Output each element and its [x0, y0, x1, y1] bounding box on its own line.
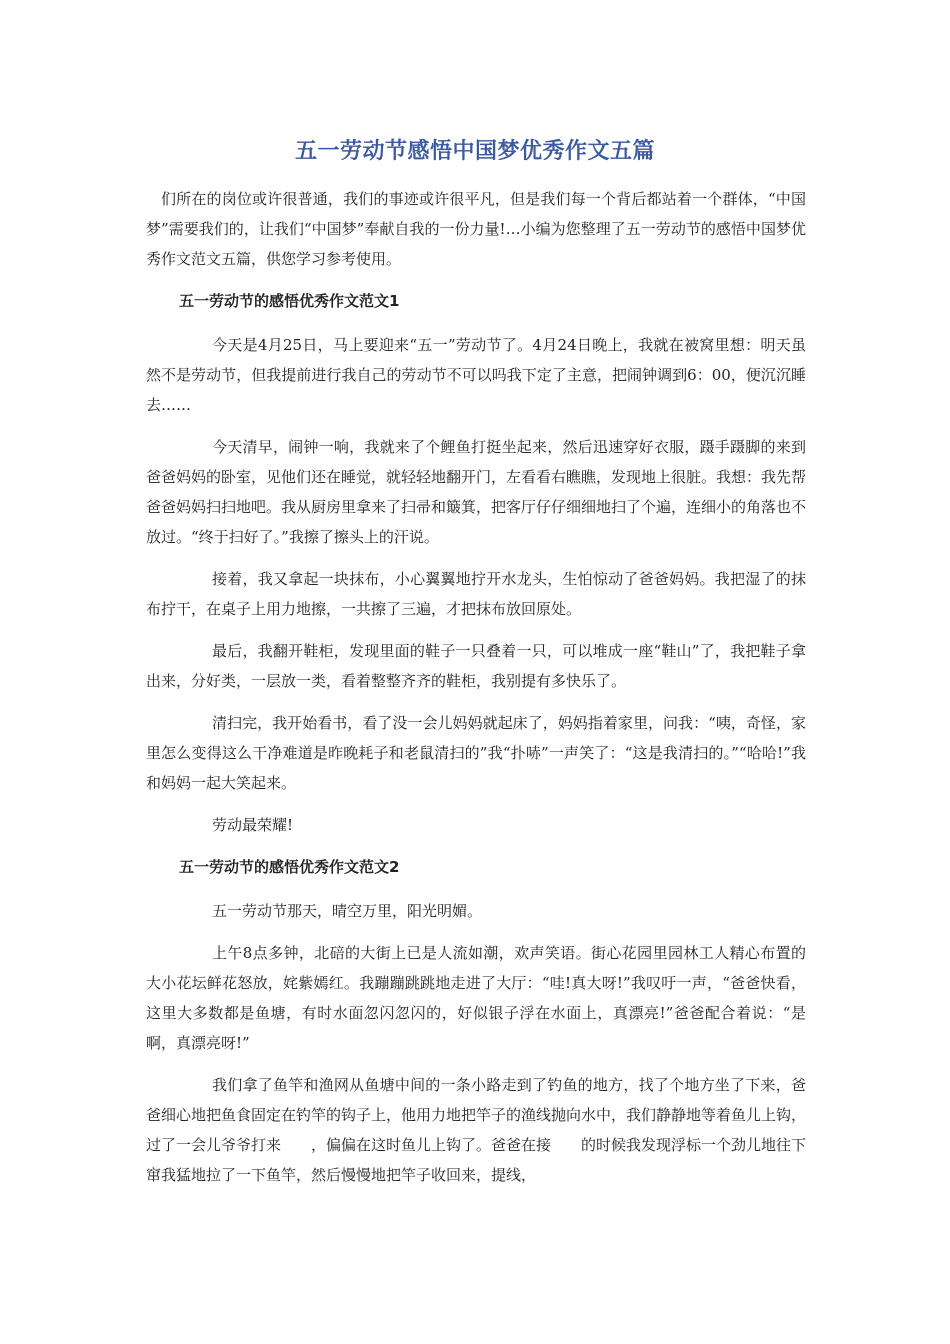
section-heading: 五一劳动节的感悟优秀作文范文1	[179, 292, 400, 310]
body-paragraph: 上午8点多钟，北碚的大街上已是人流如潮，欢声笑语。街心花园里园林工人精心布置的大小花坛鲜花怒放，姹紫嫣红。我蹦蹦跳跳地走进了大厅：“哇!真大呀!”我叹吁一声，“爸爸快看，这里大多数都是鱼塘，有时水面忽闪忽闪的，好似银子浮在水面上，真漂亮!”爸爸配合着说：“是啊，真漂亮呀!”	[146, 944, 806, 1052]
body-paragraph: 今天清早，闹钟一响，我就来了个鲤鱼打挺坐起来，然后迅速穿好衣服，蹑手蹑脚的来到爸爸妈妈的卧室，见他们还在睡觉，就轻轻地翻开门，左看看右瞧瞧，发现地上很脏。我想：我先帮爸爸妈妈扫扫地吧。我从厨房里拿来了扫帚和簸箕，把客厅仔仔细细地扫了个遍，连细小的角落也不放过。“终于扫好了。”我擦了擦头上的汗说。	[146, 438, 807, 546]
body-paragraph: 五一劳动节那天，晴空万里，阳光明媚。	[212, 902, 483, 920]
section-1	[146, 286, 806, 840]
document-title: 五一劳动节感悟中国梦优秀作文五篇	[294, 139, 655, 164]
body-paragraph: 劳动最荣耀!	[212, 816, 294, 834]
section-2	[146, 852, 806, 1190]
document-body	[146, 184, 806, 1202]
body-paragraph: 今天是4月25日，马上要迎来“五一”劳动节了。4月24日晚上，我就在被窝里想：明天虽然不是劳动节，但我提前进行我自己的劳动节不可以吗我下定了主意，把闹钟调到6：00，便沉沉睡去……	[146, 336, 806, 414]
body-paragraph: 清扫完，我开始看书，看了没一会儿妈妈就起床了，妈妈指着家里，问我：“咦，奇怪，家里怎么变得这么干净难道是昨晚耗子和老鼠清扫的”我“扑哧”一声笑了：“这是我清扫的。”“哈哈!”我和妈妈一起大笑起来。	[146, 714, 806, 792]
body-paragraph: 我们拿了鱼竿和渔网从鱼塘中间的一条小路走到了钓鱼的地方，找了个地方坐了下来，爸爸细心地把鱼食固定在钓竿的钩子上，他用力地把竿子的渔线抛向水中，我们静静地等着鱼儿上钩，过了一会儿爷爷打来 ，偏偏在这时鱼儿上钩了。爸爸在接 的时候我发现浮标一个劲儿地往下窜我猛地拉了一下鱼竿，然后慢慢地把竿子收回来，提线，	[146, 1076, 807, 1184]
body-paragraph: 最后，我翻开鞋柜，发现里面的鞋子一只叠着一只，可以堆成一座“鞋山”了，我把鞋子拿出来，分好类，一层放一类，看着整整齐齐的鞋柜，我别提有多快乐了。	[146, 642, 806, 690]
section-heading: 五一劳动节的感悟优秀作文范文2	[179, 858, 400, 876]
body-paragraph: 接着，我又拿起一块抹布，小心翼翼地拧开水龙头，生怕惊动了爸爸妈妈。我把湿了的抹布拧干，在桌子上用力地擦，一共擦了三遍，才把抹布放回原处。	[146, 570, 806, 618]
intro-paragraph: 们所在的岗位或许很普通，我们的事迹或许很平凡，但是我们每一个背后都站着一个群体，“中国梦”需要我们的，让我们“中国梦”奉献自我的一份力量!…小编为您整理了五一劳动节的感悟中国梦优秀作文范文五篇，供您学习参考使用。	[146, 190, 806, 268]
